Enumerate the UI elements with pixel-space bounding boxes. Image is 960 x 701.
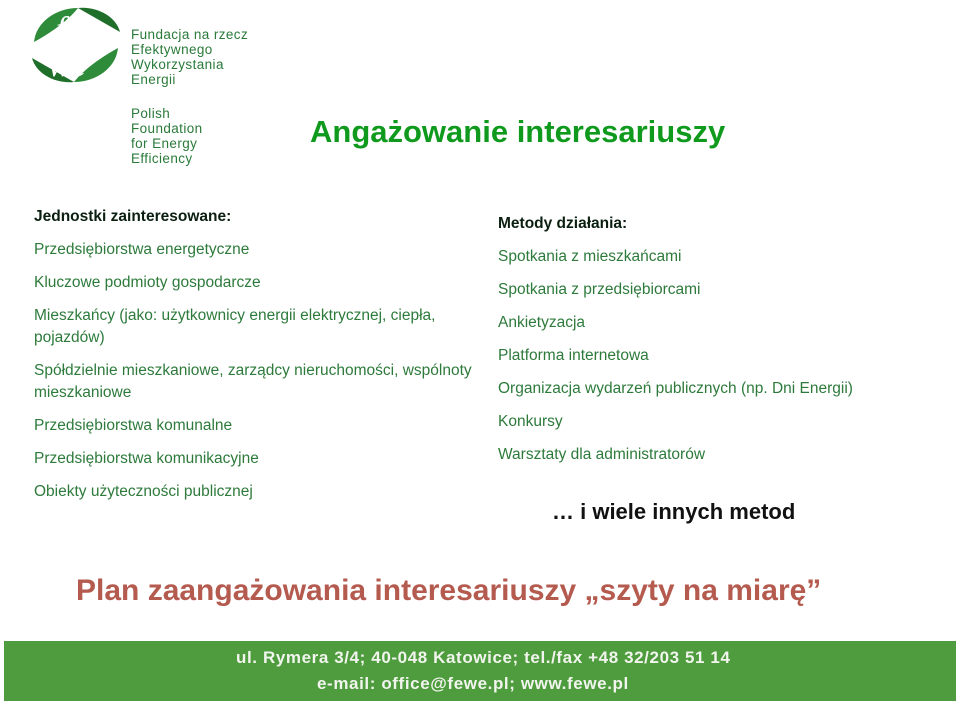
stakeholders-list — [34, 206, 474, 503]
stakeholder-item: Kluczowe podmioty gospodarcze — [34, 274, 261, 291]
stakeholder-item: Mieszkańcy (jako: użytkownicy energii elektrycznej, ciepła, pojazdów) — [34, 307, 436, 346]
stakeholder-item: Przedsiębiorstwa komunalne — [34, 417, 233, 434]
more-methods-text: … i wiele innych metod — [552, 499, 796, 524]
method-item: Spotkania z przedsiębiorcami — [498, 281, 701, 298]
logo-letters-bottom: we — [48, 47, 86, 84]
footer-bar — [4, 641, 956, 701]
stakeholder-item: Przedsiębiorstwa energetyczne — [34, 241, 250, 258]
org-name-line: Foundation — [131, 121, 203, 136]
stakeholder-item: Spółdzielnie mieszkaniowe, zarządcy nieruchomości, wspólnoty mieszkaniowe — [34, 362, 472, 401]
methods-list — [498, 213, 948, 466]
org-name-line: Efektywnego — [131, 42, 213, 57]
org-name-line: Efficiency — [131, 151, 193, 166]
org-name-line: Energii — [131, 72, 176, 87]
stakeholder-item: Przedsiębiorstwa komunikacyjne — [34, 450, 259, 467]
method-item: Konkursy — [498, 413, 563, 430]
stakeholders-heading: Jednostki zainteresowane: — [34, 208, 232, 225]
method-item: Spotkania z mieszkańcami — [498, 248, 682, 265]
footer-contact: e-mail: office@fewe.pl; www.fewe.pl — [317, 674, 629, 693]
org-name-polish — [131, 27, 248, 87]
org-name-line: for Energy — [131, 136, 198, 151]
org-name-english — [131, 106, 203, 166]
logo-letters-top: fe — [56, 11, 81, 48]
footer-address: ul. Rymera 3/4; 40-048 Katowice; tel./fax +48 32/203 51 14 — [236, 648, 731, 667]
plan-heading: Plan zaangażowania interesariuszy „szyty na miarę” — [76, 574, 822, 607]
stakeholder-item: Obiekty użyteczności publicznej — [34, 483, 253, 500]
org-name-line: Fundacja na rzecz — [131, 27, 249, 42]
method-item: Warsztaty dla administratorów — [498, 446, 706, 463]
methods-heading: Metody działania: — [498, 215, 628, 232]
method-item: Platforma internetowa — [498, 347, 649, 364]
org-name-line: Polish — [131, 106, 171, 121]
method-item: Ankietyzacja — [498, 314, 586, 331]
page-title: Angażowanie interesariuszy — [310, 114, 726, 149]
org-name-line: Wykorzystania — [131, 57, 224, 72]
method-item: Organizacja wydarzeń publicznych (np. Dni Energii) — [498, 380, 853, 397]
fewe-logo-icon — [26, 2, 126, 88]
